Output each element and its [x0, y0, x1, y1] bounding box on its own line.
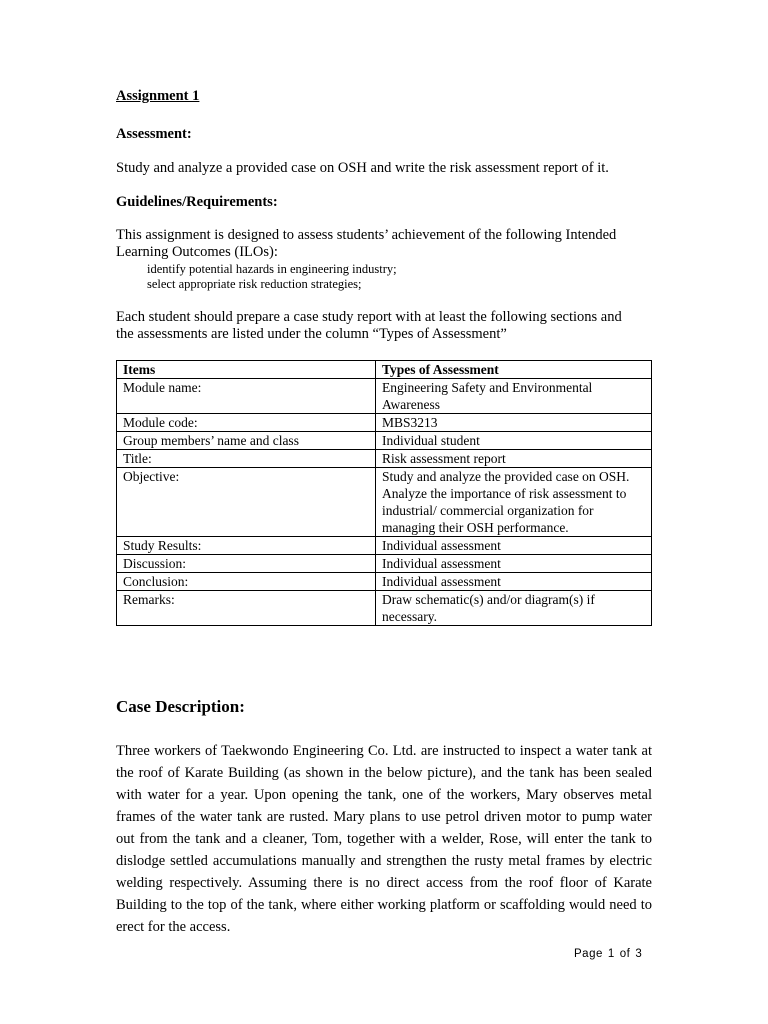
type-cell: Draw schematic(s) and/or diagram(s) if necessary.	[376, 591, 652, 626]
type-cell: Individual assessment	[376, 537, 652, 555]
table-row	[117, 537, 652, 555]
type-cell: Individual assessment	[376, 573, 652, 591]
table-row	[117, 555, 652, 573]
assessment-table	[116, 360, 652, 626]
item-cell: Discussion:	[117, 555, 376, 573]
item-cell: Study Results:	[117, 537, 376, 555]
table-row	[117, 379, 652, 414]
item-cell: Conclusion:	[117, 573, 376, 591]
page-number: 1	[607, 948, 615, 960]
case-description-text: Three workers of Taekwondo Engineering Co. Ltd. are instructed to inspect a water tank at the roof of Karate Building (as shown in the below picture), and the tank has been sealed with water for a year. Upon opening the tank, one of the workers, Mary observes metal frames of the water tank are rusted. Mary plans to use petrol driven motor to pump water out from the tank and a cleaner, Tom, together with a welder, Rose, will enter the tank to dislodge settled accumulations manually and strengthen the rusty metal frames by electric welding respectively. Assuming there is no direct access from the roof floor of Karate Building to the top of the tank, where either working platform or scaffolding would need to erect for the access.	[116, 743, 652, 935]
objective-line-1: Study and analyze the provided case on OSH.	[382, 469, 630, 484]
item-cell: Group members’ name and class	[117, 432, 376, 450]
guidelines-intro-line1: This assignment is designed to assess students’ achievement of the following Intended	[116, 227, 617, 243]
type-cell: Individual assessment	[376, 555, 652, 573]
case-description-heading: Case Description:	[116, 697, 245, 716]
type-cell: Individual student	[376, 432, 652, 450]
page-footer	[574, 948, 647, 960]
type-cell	[376, 468, 652, 537]
item-cell: Module code:	[117, 414, 376, 432]
table-row	[117, 450, 652, 468]
ilo-item: identify potential hazards in engineering industry;	[147, 262, 397, 276]
type-cell: MBS3213	[376, 414, 652, 432]
of-label: of	[619, 948, 631, 960]
item-cell: Title:	[117, 450, 376, 468]
type-cell: Engineering Safety and Environmental Awareness	[376, 379, 652, 414]
assignment-title: Assignment 1	[116, 88, 200, 104]
ilo-item: select appropriate risk reduction strategies;	[147, 277, 362, 291]
assessment-heading: Assessment:	[116, 126, 192, 142]
table-row	[117, 468, 652, 537]
table-row	[117, 432, 652, 450]
guidelines-each-line1: Each student should prepare a case study report with at least the following sections and	[116, 309, 622, 325]
item-cell: Module name:	[117, 379, 376, 414]
column-header-types: Types of Assessment	[376, 361, 652, 379]
guidelines-intro-line2: Learning Outcomes (ILOs):	[116, 244, 278, 260]
table-row	[117, 573, 652, 591]
table-header-row	[117, 361, 652, 379]
column-header-items: Items	[117, 361, 376, 379]
item-cell: Remarks:	[117, 591, 376, 626]
objective-line-2: Analyze the importance of risk assessment to industrial/ commercial organization for managing their OSH performance.	[382, 486, 627, 535]
guidelines-heading: Guidelines/Requirements:	[116, 194, 278, 210]
table-row	[117, 414, 652, 432]
type-cell: Risk assessment report	[376, 450, 652, 468]
page-label: Page	[574, 948, 603, 960]
page-total: 3	[635, 948, 643, 960]
assessment-text: Study and analyze a provided case on OSH and write the risk assessment report of it.	[116, 160, 609, 176]
item-cell: Objective:	[117, 468, 376, 537]
table-row	[117, 591, 652, 626]
guidelines-each-line2: the assessments are listed under the column “Types of Assessment”	[116, 326, 507, 342]
